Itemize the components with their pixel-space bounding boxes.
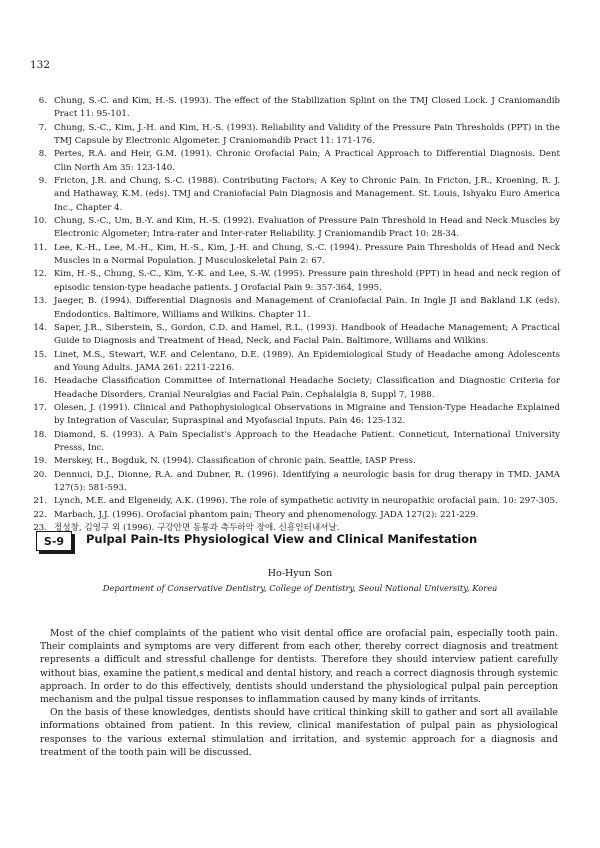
reference-number: 19. (33, 456, 47, 467)
reference-text: Chung, S.-C., Kim, J.-H. and Kim, H.-S. (1993). Reliability and Validity of the Pressure Pain Thresholds (PPT) in the TMJ Capsule by Electronic Algometer. J Craniomandib Pract 11: 171-176. (54, 122, 560, 147)
reference-text: Lee, K.-H., Lee, M.-H., Kim, H.-S., Kim, J.-H. and Chung, S.-C. (1994). Pressure Pain Thresholds of Head and Neck Muscles in a Normal Population. J Musculoskeletal Pain 2: 67. (54, 242, 560, 267)
reference-number: 22. (33, 509, 47, 520)
reference-item (30, 295, 560, 322)
reference-text: Linet, M.S., Stewart, W.F. and Celentano, D.E. (1989). An Epidemiological Study of Headache among Adolescents and Young Adults. JAMA 261: 2211-2216. (54, 349, 560, 373)
reference-number: 15. (33, 349, 47, 360)
reference-text: 정성창, 김영구 외 (1996). 구강안면 동통과 측두하악 장애. 신흥인터내셔날. (54, 523, 340, 533)
reference-number: 12. (33, 269, 47, 280)
reference-text: Pertes, R.A. and Heir, G.M. (1991). Chronic Orofacial Pain; A Practical Approach to Differential Diagnosis. Dent Clin North Am 35: 123-140. (54, 149, 560, 173)
author-name: Ho-Hyun Son (267, 568, 333, 579)
reference-number: 6. (38, 96, 47, 106)
reference-text: Merskey, H., Bogduk, N. (1994). Classification of chronic pain. Seattle, IASP Press. (54, 456, 416, 467)
reference-text: Dennuci, D.J., Dionne, R.A. and Dubner, R. (1996). Identifying a neurologic basis for drug therapy in TMD. JAMA 127(5): 581-593. (54, 469, 560, 493)
reference-number: 8. (38, 149, 47, 160)
reference-number: 13. (33, 296, 47, 307)
reference-item (30, 469, 560, 496)
reference-item (30, 495, 560, 508)
reference-text: Olesen, J. (1991). Clinical and Pathophysiological Observations in Migraine and Tension-Type Headache Explained by Integration of Vascular, Supraspinal and Myofascial Inputs. Pain 46: 125-132. (54, 402, 560, 427)
reference-item (30, 148, 560, 175)
reference-item (30, 175, 560, 215)
reference-number: 23. (33, 523, 47, 533)
reference-text: Lynch, M.E. and Elgeneidy, A.K. (1996). The role of sympathetic activity in neuropathic orofacial pain. 10: 297-305. (54, 496, 558, 507)
reference-number: 7. (38, 122, 47, 133)
author-affiliation: Department of Conservative Dentistry, College of Dentistry, Seoul National University, Korea (102, 583, 498, 593)
reference-item (30, 95, 560, 122)
reference-item (30, 122, 560, 149)
reference-number: 18. (33, 429, 47, 440)
reference-text: Diamond, S. (1993). A Pain Specialist's Approach to the Headache Patient. Conneticut, International University Presss, Inc. (54, 429, 560, 453)
reference-item (30, 349, 560, 376)
reference-text: Headache Classification Committee of International Headache Society; Classification and Diagnostic Criteria for Headache Disorders, Cranial Neuralgias and Facial Pain. Cephalalgia 8, Suppl 7, 1988. (54, 376, 560, 400)
reference-item (30, 268, 560, 295)
reference-item (30, 455, 560, 468)
reference-text: Jaeger, B. (1994). Differential Diagnosis and Management of Craniofacial Pain. In Ingle JI and Bakland LK (eds). Endodontics. Baltimore, Williams and Wilkins. Chapter 11. (54, 296, 560, 320)
reference-item (30, 375, 560, 402)
reference-item (30, 322, 560, 349)
reference-number: 20. (33, 469, 47, 480)
abstract-paragraph: Most of the chief complaints of the patient who visit dental office are orofacial pain, especially tooth pain. Their complaints and symptoms are very different from each other, thereby correct diagnosis and treatment represents a difficult and stressful challenge for dentists. Therefore they should interview patient carefully without bias, examine the patient,s medical and dental history, and reach a correct diagnosis through systemic approach. In order to do this effectively, dentists should understand the physiological pulpal pain perception mechanism and the pulpal tissue responses to inflammation caused by many kinds of irritants. (40, 628, 558, 706)
section-badge: S-9 (36, 531, 72, 551)
reference-text: Chung, S.-C. and Kim, H.-S. (1993). The effect of the Stabilization Splint on the TMJ Closed Lock. J Craniomandib Pract 11: 95-101. (54, 96, 560, 120)
abstract-body (40, 627, 558, 759)
reference-text: Fricton, J.R. and Chung, S.-C. (1988). Contributing Factors; A Key to Chronic Pain. In Fricton, J.R., Kroening, R. J. and Hathaway, K.M. (eds). TMJ and Craniofacial Pain Diagnosis and Management. St. Louis, Ishyaku Euro America Inc., Chapter 4. (54, 176, 560, 213)
reference-text: Saper, J.R., Siberstein, S., Gordon, C.D. and Hamel, R.L. (1993). Handbook of Headache Management; A Practical Guide to Diagnosis and Treatment of Head, Neck, and Facial Pain. Baltimore, Williams and Wilkins. (54, 322, 560, 347)
section-heading (36, 531, 566, 555)
section-title: Pulpal Pain-Its Physiological View and Clinical Manifestation (86, 532, 478, 546)
reference-number: 17. (33, 402, 47, 413)
reference-text: Marbach, J.J. (1996). Orofacial phantom pain; Theory and phenomenology. JADA 127(2): 221-229. (54, 509, 479, 520)
abstract-paragraph: On the basis of these knowledges, dentists should have critical thinking skill to gather and sort all available informations obtained from patient. In this review, clinical manifestation of pulpal pain as physiological responses to the various external stimulation and irritation, and systemic approach for a diagnosis and treatment of the tooth pain will be discussed. (40, 707, 558, 758)
reference-item (30, 509, 560, 522)
reference-number: 9. (38, 176, 47, 187)
page-number: 132 (30, 59, 51, 71)
reference-text: Kim, H.-S., Chung, S.-C., Kim, Y.-K. and Lee, S.-W. (1995). Pressure pain threshold (PPT) in head and neck region of episodic tension-type headache patients. J Orofacial Pain 9: 357-364, 1995. (54, 269, 560, 293)
reference-item (30, 242, 560, 269)
reference-item (30, 215, 560, 242)
reference-number: 16. (33, 376, 47, 387)
reference-text: Chung, S.-C., Um, B.-Y. and Kim, H.-S. (1992). Evaluation of Pressure Pain Threshold in Head and Neck Muscles by Electronic Algometer; Intra-rater and Inter-rater Reliability. J Craniomandib Pract 10: 28-34. (54, 216, 560, 240)
reference-number: 10. (33, 216, 47, 227)
reference-item (30, 429, 560, 456)
reference-number: 11. (33, 242, 47, 253)
reference-item (30, 402, 560, 429)
reference-number: 21. (33, 496, 47, 507)
reference-list (30, 95, 560, 535)
reference-number: 14. (33, 322, 47, 333)
